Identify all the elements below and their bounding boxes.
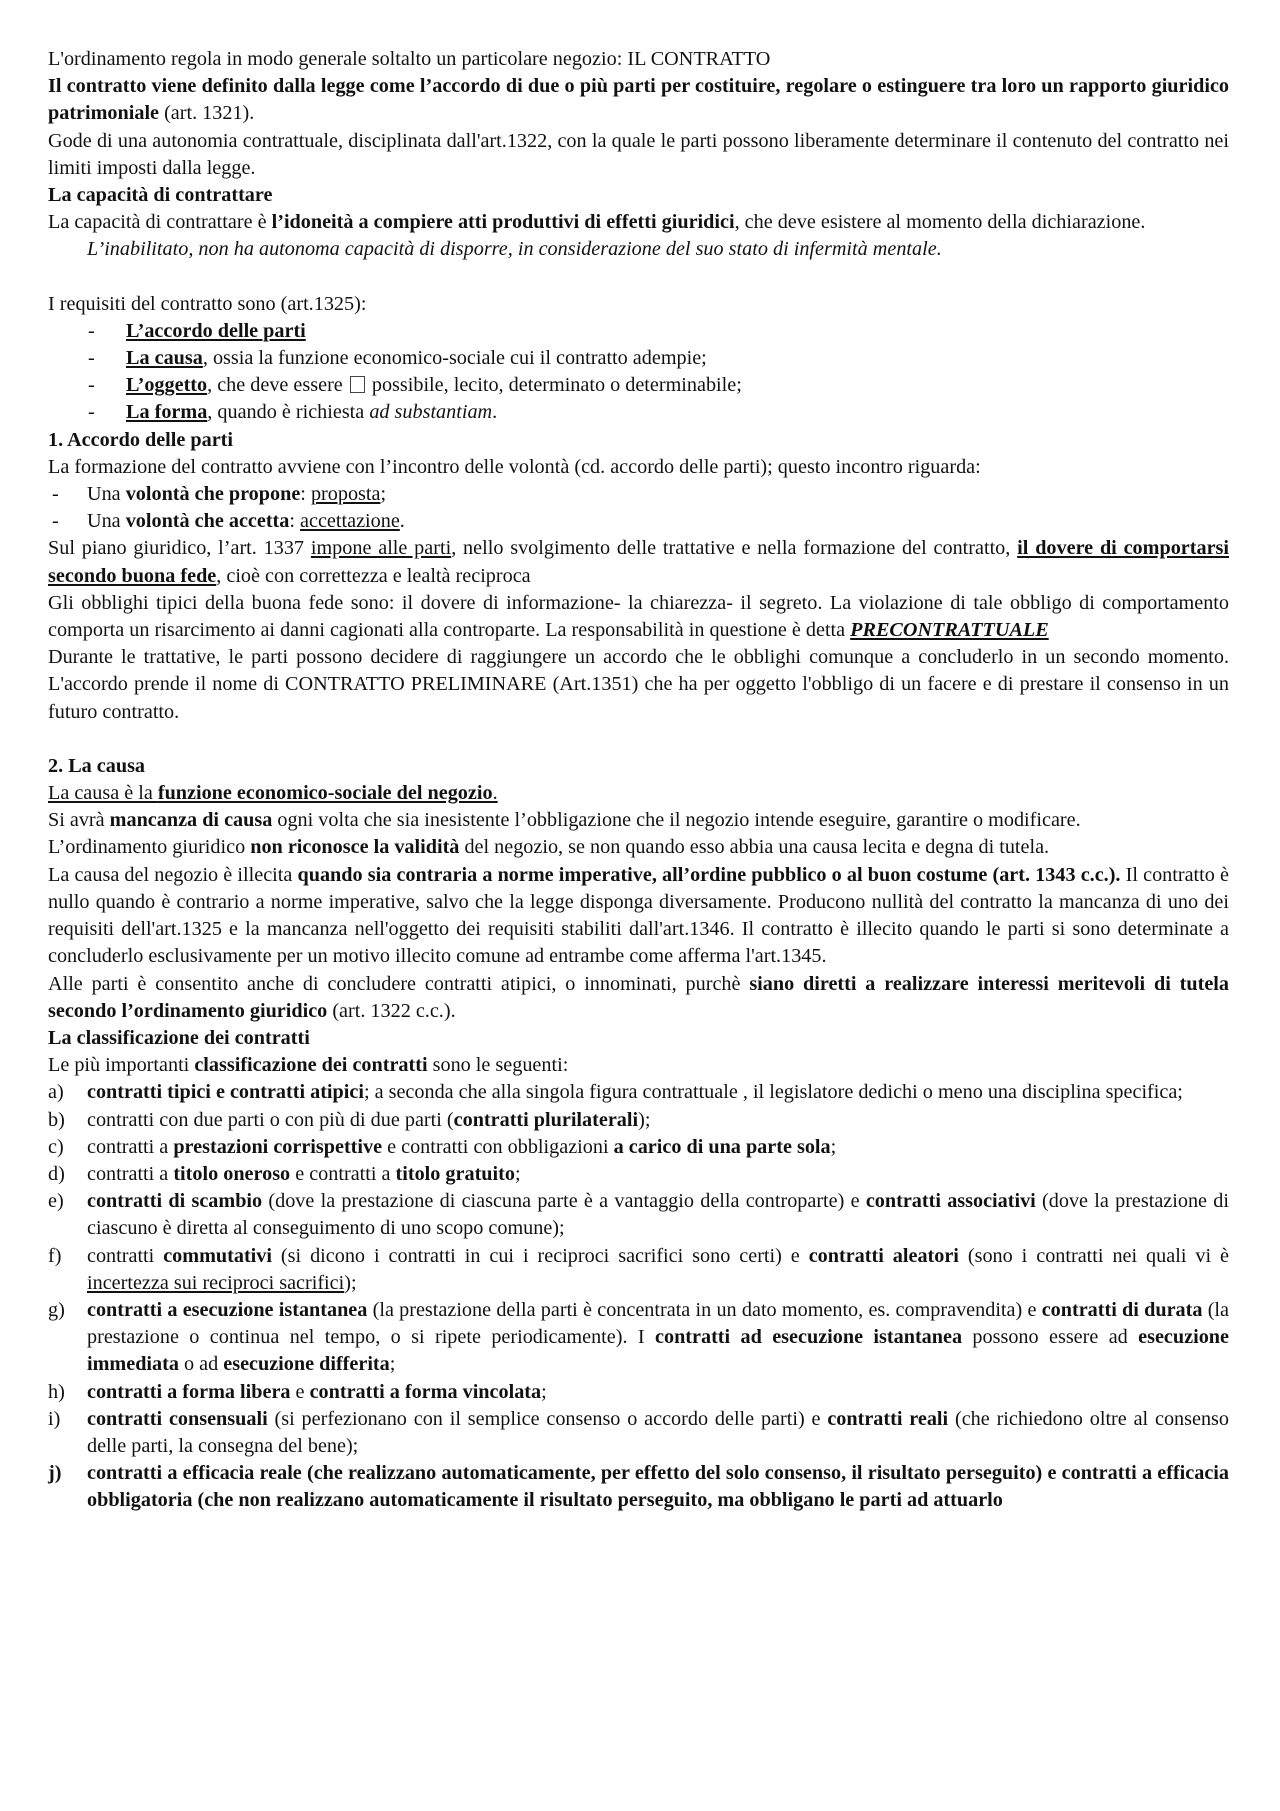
- inabilitato-note: L’inabilitato, non ha autonoma capacità di disporre, in considerazione del suo stato di infermità mentale.: [87, 238, 942, 261]
- bold-text: titolo oneroso: [173, 1162, 291, 1185]
- list-item: [48, 345, 1229, 372]
- text: possibile, lecito, determinato o determinabile;: [366, 374, 742, 397]
- bold-text: esecuzione differita: [223, 1353, 390, 1376]
- dash-marker: -: [88, 319, 95, 342]
- classificazione-intro: [48, 1052, 1229, 1079]
- list-marker: e): [48, 1190, 64, 1213]
- text: Una: [87, 483, 126, 506]
- list-item: [48, 1297, 1229, 1379]
- text: del negozio, se non quando esso abbia una causa lecita e degna di tutela.: [459, 836, 1050, 859]
- intro-line: L'ordinamento regola in modo generale soltalto un particolare negozio: IL CONTRATTO: [48, 48, 771, 70]
- text: .: [399, 510, 405, 533]
- list-marker: i): [48, 1407, 61, 1430]
- underlined-text: proposta: [310, 483, 381, 506]
- text: e contratti con obbligazioni: [382, 1135, 614, 1158]
- text: La capacità di contrattare è: [48, 211, 272, 234]
- text: e: [290, 1380, 310, 1403]
- classificazione-list: [48, 1079, 1229, 1514]
- bold-text: Il contratto viene definito dalla legge come l’accordo di due o più parti per costituire, regolare o estinguere tra loro un rapporto giuridico patrimoniale: [48, 75, 1229, 125]
- list-item: [48, 1107, 1229, 1134]
- requisiti-intro: I requisiti del contratto sono (art.1325):: [48, 292, 367, 315]
- capacity-paragraph: [48, 209, 1229, 236]
- list-marker: j): [48, 1462, 62, 1485]
- text: , nello svolgimento delle trattative e nella formazione del contratto,: [451, 537, 1018, 560]
- list-item: [48, 318, 1229, 345]
- atipici-paragraph: [48, 971, 1229, 1025]
- bold-text: contratti a forma vincolata: [309, 1380, 542, 1403]
- text: Una: [87, 510, 126, 533]
- text: Gli obblighi tipici della buona fede sono: il dovere di informazione- la chiarezza- il segreto. La violazione di tale obbligo di comportamento comporta un risarcimento ai danni cagionati alla controparte. La responsabilità in questione è detta: [48, 591, 1229, 642]
- bold-text: contratti aleatori: [808, 1244, 959, 1267]
- bold-text: L’accordo delle parti: [126, 319, 306, 342]
- text: ; a seconda che alla singola figura contrattuale , il legislatore dedichi o meno una disciplina specifica;: [363, 1081, 1183, 1104]
- text: L’ordinamento giuridico: [48, 836, 251, 859]
- bold-text: classificazione dei contratti: [194, 1054, 428, 1077]
- list-item: [48, 508, 1229, 535]
- text: La causa è la: [48, 782, 158, 805]
- text: , che deve essere: [207, 374, 348, 397]
- text: (art. 1322 c.c.).: [327, 999, 456, 1022]
- text: (art. 1321).: [159, 102, 255, 125]
- list-item: [48, 1161, 1229, 1188]
- bold-text: contratti tipici e contratti atipici: [87, 1081, 364, 1104]
- text: , cioè con correttezza e lealtà reciproca: [216, 564, 531, 587]
- text: :: [300, 483, 311, 506]
- text: (la prestazione della parti è concentrata in un dato momento, es. compravendita) e: [367, 1298, 1042, 1321]
- underlined-text: incertezza sui reciproci sacrifici: [87, 1271, 345, 1294]
- text: ;: [389, 1353, 396, 1376]
- bold-text: mancanza di causa: [109, 809, 273, 832]
- dash-marker: -: [88, 401, 95, 424]
- bold-text: esecuzione immediata: [87, 1326, 1229, 1376]
- text: (si dicono i contratti in cui i reciproci sacrifici sono certi) e: [271, 1244, 809, 1267]
- text: );: [344, 1271, 357, 1294]
- volonta-list: [48, 481, 1229, 535]
- text: :: [289, 510, 301, 533]
- text: (si perfezionano con il semplice consenso o accordo delle parti) e: [267, 1407, 828, 1430]
- list-item: [48, 481, 1229, 508]
- bold-text: l’idoneità a compiere atti produttivi di effetti giuridici: [271, 211, 735, 234]
- text: ogni volta che sia inesistente l’obbligazione che il negozio intende eseguire, garantire o modificare.: [272, 809, 1081, 832]
- list-item: [48, 1079, 1229, 1106]
- dash-marker: -: [88, 374, 95, 397]
- list-item: [48, 1134, 1229, 1161]
- bold-text: volontà che accetta: [125, 510, 290, 533]
- formation-paragraph: La formazione del contratto avviene con l’incontro delle volontà (cd. accordo delle parti); questo incontro riguarda:: [48, 455, 981, 478]
- text: ;: [380, 483, 387, 506]
- text: ;: [830, 1135, 837, 1158]
- text: ;: [514, 1162, 521, 1185]
- text: La causa del negozio è illecita: [48, 863, 298, 886]
- text: o ad: [178, 1353, 224, 1376]
- text: Si avrà: [48, 809, 110, 832]
- bold-text: contratti di scambio: [87, 1190, 263, 1213]
- buona-fede-paragraph: [48, 535, 1229, 589]
- validita-paragraph: [48, 834, 1229, 861]
- text: Sul piano giuridico, l’art. 1337: [48, 537, 311, 560]
- bold-text: non riconosce la validità: [250, 836, 460, 859]
- bold-text: commutativi: [163, 1244, 272, 1267]
- list-item: [48, 1243, 1229, 1297]
- document-page: [48, 46, 1229, 1515]
- bold-text: funzione economico-sociale del negozio: [157, 782, 493, 805]
- list-item: [48, 1188, 1229, 1242]
- list-item: [48, 1379, 1229, 1406]
- bold-text: siano diretti a realizzare interessi meritevoli di tutela secondo l’ordinamento giuridico: [48, 972, 1229, 1022]
- heading-capacita: La capacità di contrattare: [48, 184, 273, 207]
- text: possono essere ad: [962, 1326, 1139, 1349]
- bold-text: quando sia contraria a norme imperative, all’ordine pubblico o al buon costume (art. 1343 c.c.).: [297, 863, 1121, 886]
- text: , ossia la funzione economico-sociale cui il contratto adempie;: [202, 347, 707, 370]
- list-marker: g): [48, 1298, 65, 1321]
- illecita-paragraph: [48, 862, 1229, 971]
- heading-accordo: 1. Accordo delle parti: [48, 428, 234, 451]
- list-marker: c): [48, 1135, 64, 1158]
- list-item: [48, 1460, 1229, 1514]
- contract-definition: [48, 73, 1229, 127]
- bold-text: contratti a forma libera: [87, 1380, 291, 1403]
- dash-marker: -: [88, 347, 95, 370]
- list-item: [48, 372, 1229, 399]
- bold-text: prestazioni corrispettive: [173, 1135, 383, 1158]
- list-marker: a): [48, 1081, 64, 1104]
- text: );: [638, 1108, 651, 1131]
- bold-text: contratti di durata: [1041, 1298, 1203, 1321]
- bold-text: L’oggetto: [126, 374, 208, 397]
- text: (dove la prestazione di ciascuna parte è a vantaggio della controparte) e: [262, 1190, 866, 1213]
- text: ;: [541, 1380, 547, 1403]
- text: contratti: [87, 1244, 164, 1267]
- text: Alle parti è consentito anche di concludere contratti atipici, o innominati, purchè: [48, 972, 750, 995]
- text: .: [492, 782, 498, 805]
- text: contratti con due parti o con più di due parti (: [87, 1108, 454, 1131]
- heading-classificazione: La classificazione dei contratti: [48, 1026, 310, 1049]
- spacer: [48, 726, 1229, 753]
- bold-text: contratti a efficacia reale (che realizzano automaticamente, per effetto del solo consenso, il risultato perseguito) e contratti a efficacia obbligatoria (che non realizzano automaticamente il risultato perseguito, ma obbligano le parti ad attuarlo: [87, 1462, 1229, 1512]
- text: (sono i contratti nei quali vi è: [958, 1244, 1229, 1267]
- text: Il contratto è nullo quando è contrario a norme imperative, salvo che la legge disponga diversamente. Producono nullità del contratto la mancanza di uno dei requisiti dell'art.1325 e la mancanza nell'oggetto dei requisiti stabiliti dall'art.1346. Il contratto è illecito quando le parti si sono determinate a concluderlo esclusivamente per un motivo illecito comune ad entrambe come afferma l'art.1345.: [48, 863, 1229, 968]
- spacer: [48, 264, 1229, 291]
- requisiti-list: [48, 318, 1229, 427]
- bold-text: volontà che propone: [125, 483, 301, 506]
- bold-text: contratti ad esecuzione istantanea: [655, 1326, 963, 1349]
- list-marker: b): [48, 1108, 65, 1131]
- text: Le più importanti: [48, 1054, 195, 1077]
- bold-italic-text: PRECONTRATTUALE: [850, 619, 1049, 642]
- missing-glyph-icon: [350, 376, 365, 393]
- list-item: [48, 399, 1229, 426]
- text: contratti a: [87, 1162, 174, 1185]
- bold-text: contratti associativi: [865, 1190, 1036, 1213]
- causa-definition: [48, 780, 1229, 807]
- mancanza-paragraph: [48, 807, 1229, 834]
- autonomy-paragraph: Gode di una autonomia contrattuale, disciplinata dall'art.1322, con la quale le parti possono liberamente determinare il contenuto del contratto nei limiti imposti dalla legge.: [48, 129, 1229, 179]
- bold-text: La forma: [126, 401, 208, 424]
- bold-text: La causa: [126, 347, 203, 370]
- preliminare-paragraph: Durante le trattative, le parti possono decidere di raggiungere un accordo che le obblighi comunque a concluderlo in un secondo momento. L'accordo prende il nome di CONTRATTO PRELIMINARE (Art.1351) che ha per oggetto l'obbligo di un facere e di prestare il consenso in un futuro contratto.: [48, 646, 1229, 723]
- obblighi-paragraph: [48, 590, 1229, 644]
- list-marker: h): [48, 1380, 65, 1403]
- list-item: [48, 1406, 1229, 1460]
- text: (la prestazione o continua nel tempo, o si ripete periodicamente). I: [87, 1298, 1229, 1349]
- bold-text: contratti plurilaterali: [453, 1108, 639, 1131]
- bold-text: titolo gratuito: [395, 1162, 515, 1185]
- bold-text: il dovere di comportarsi secondo buona fede: [48, 537, 1229, 587]
- heading-causa: 2. La causa: [48, 754, 146, 777]
- underlined-text: impone alle parti: [310, 537, 452, 560]
- bold-text: contratti a esecuzione istantanea: [87, 1298, 368, 1321]
- dash-marker: -: [52, 483, 59, 506]
- text: , quando è richiesta: [207, 401, 370, 424]
- bold-text: contratti consensuali: [87, 1407, 268, 1430]
- text: (che richiedono oltre al consenso delle parti, la consegna del bene);: [87, 1407, 1229, 1457]
- text: sono le seguenti:: [427, 1054, 569, 1077]
- text: e contratti a: [290, 1162, 396, 1185]
- text: contratti a: [87, 1135, 174, 1158]
- italic-text: ad substantiam: [369, 401, 493, 424]
- dash-marker: -: [52, 510, 59, 533]
- bold-text: contratti reali: [827, 1407, 949, 1430]
- text: , che deve esistere al momento della dichiarazione.: [734, 211, 1146, 234]
- list-marker: d): [48, 1162, 65, 1185]
- underlined-text: accettazione: [300, 510, 400, 533]
- text: .: [492, 401, 498, 424]
- text: (dove la prestazione di ciascuno è diretta al conseguimento di uno scopo comune);: [87, 1190, 1229, 1240]
- bold-text: a carico di una parte sola: [613, 1135, 831, 1158]
- list-marker: f): [48, 1244, 62, 1267]
